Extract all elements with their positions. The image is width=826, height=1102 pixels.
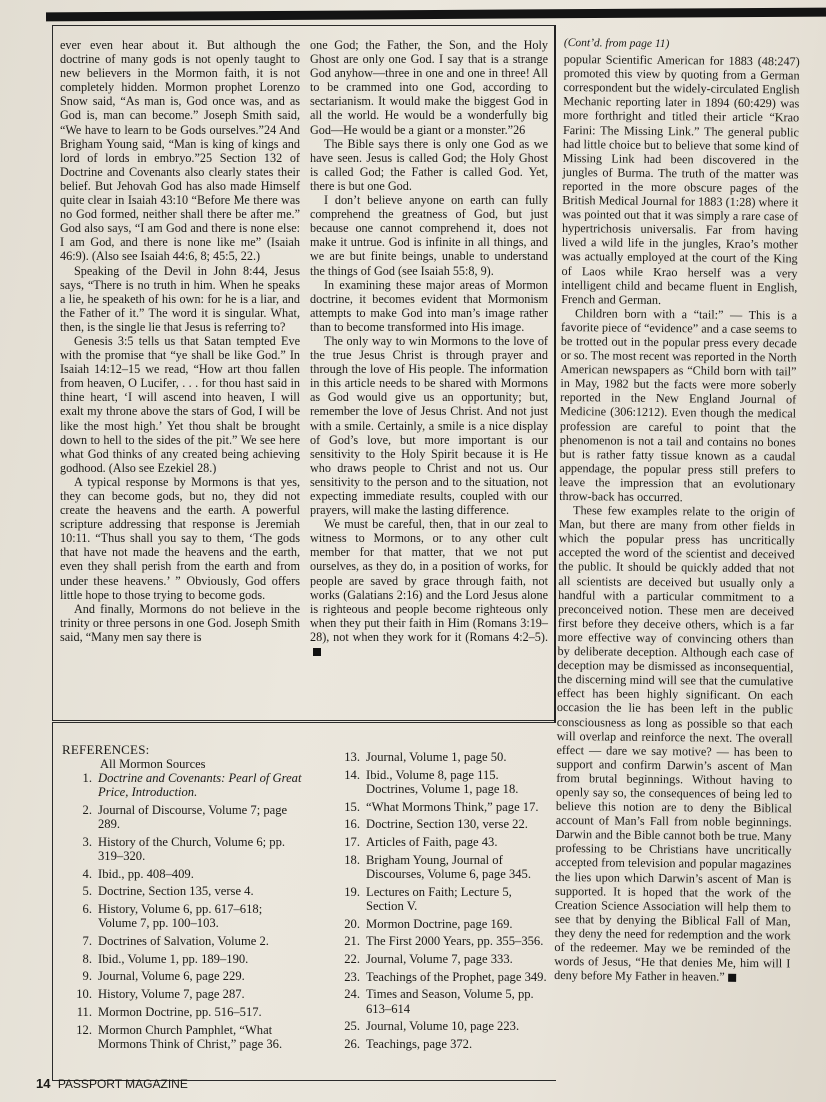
paragraph: The Bible says there is only one God as we have seen. Jesus is called God; the Holy Ghost is called God; the Father is called God. Yet, there is but one God. (310, 136, 548, 193)
reference-item: 20. Mormon Doctrine, page 169. (344, 916, 513, 931)
article-column-2 (310, 38, 548, 658)
reference-item: 16. Doctrine, Section 130, verse 22. (344, 817, 528, 832)
column-divider (554, 25, 556, 723)
continued-from-label: (Cont’d. from page 11) (563, 36, 670, 51)
reference-item: 18. Brigham Young, Journal of Discourses, Volume 6, page 345. (344, 852, 531, 881)
magazine-name: PASSPORT MAGAZINE (57, 1077, 188, 1091)
reference-item: 15. “What Mormons Think,” page 17. (344, 799, 539, 814)
page-number: 14 (36, 1076, 51, 1091)
paragraph: Speaking of the Devil in John 8:44, Jesus says, “There is no truth in him. When he speaks a lie, he speaketh of his own: for he is a liar, and the Father of it.” The word it is singular. What, then, is the single lie that Jesus is referring to? (60, 263, 300, 334)
reference-item: 5. Doctrine, Section 135, verse 4. (82, 884, 254, 899)
reference-item: 6. History, Volume 6, pp. 617–618; Volume 7, pp. 100–103. (82, 902, 263, 931)
references-title: REFERENCES: (62, 742, 150, 757)
paragraph: Genesis 3:5 tells us that Satan tempted Eve with the promise that “ye shall be like God.” In Isaiah 14:12–15 we read, “How art thou fallen from heaven, O Lucifer, . . . for thou hast said in thine heart, ‘I will ascend into heaven, I will exalt my throne above the stars of God, I will be like the most high.’ Yet thou shalt be brought down to hell to the sides of the pit.” We see here what God thinks of any created being achieving godhood. (Also see Ezekiel 28.) (60, 333, 300, 475)
paragraph: We must be careful, then, that in our zeal to witness to Mormons, or to any other cult member for that matter, that we not put ourselves, as they do, in a position of works, for people are saved by grace through faith, not works (Galatians 2:16) and the Lord Jesus alone is righteous and people become righteous only when they put their faith in Him (Romans 3:19–28), not when they work for it (Romans 4:2–5). (310, 517, 548, 658)
end-mark (728, 974, 736, 982)
reference-item: 24. Times and Season, Volume 5, pp. 613–614 (344, 987, 534, 1016)
reference-item: 9. Journal, Volume 6, page 229. (82, 969, 245, 984)
reference-item: 26. Teachings, page 372. (344, 1036, 473, 1051)
reference-item: 25. Journal, Volume 10, page 223. (344, 1019, 520, 1034)
reference-item: 4. Ibid., pp. 408–409. (82, 866, 194, 881)
reference-item: 19. Lectures on Faith; Lecture 5, Section V. (344, 884, 512, 913)
references-list-right (330, 750, 552, 1055)
reference-item: 3. History of the Church, Volume 6; pp. 319–320. (82, 834, 286, 864)
reference-item: 14. Ibid., Volume 8, page 115. Doctrines, Volume 1, page 18. (344, 767, 519, 796)
paragraph: In examining these major areas of Mormon doctrine, it becomes evident that Mormonism attempts to make God into man’s image rather than to become transformed into His image. (310, 277, 548, 334)
reference-item: 22. Journal, Volume 7, page 333. (344, 951, 513, 966)
paragraph: Children born with a “tail:” — This is a favorite piece of “evidence” and a case seems to be trotted out in the popular press every decade or so. The most recent was reported in the North American newspapers as “Child born with tail” in May, 1982 but the facts were more soberly reported in the New England Journal of Medicine (306:1212). Even though the medical profession are careful to point that the phenomenon is not a tail and contains no bones but is rather fatty tissue known as a caudal appendage, the popular press still prefers to leave the impression that an evolutionary throw-back has occurred. (559, 305, 798, 505)
reference-item: 10. History, Volume 7, page 287. (76, 987, 245, 1002)
end-mark (313, 648, 321, 656)
reference-item: 8. Ibid., Volume 1, pp. 189–190. (82, 951, 249, 966)
page-footer (36, 1076, 188, 1091)
paragraph: And finally, Mormons do not believe in the trinity or three persons in one God. Joseph Smith said, “Many men say there is (60, 601, 300, 644)
reference-item: 2. Journal of Discourse, Volume 7; page 289. (82, 802, 288, 832)
paragraph: ever even hear about it. But although the doctrine of many gods is not openly taught to new believers in the Mormon faith, it is not completely hidden. Mormon prophet Lorenzo Snow said, “As man is, God once was, and as God is, man can become.” Joseph Smith said, “We have to learn to be Gods ourselves.”24 And Brigham Young said, “Man is king of kings and lord of lords in embryo.”25 Section 132 of Doctrine and Covenants also clearly states their belief. But Jehovah God has also made Himself quite clear in Isaiah 43:10 “Before Me there was no God formed, neither shall there be after me.” God also says, “I am God and there is none else: I am God, and there is none like me” (Isaiah 46:9). (Also see Isaiah 44:6, 8; 45:5, 22.) (60, 38, 300, 264)
paragraph: popular Scientific American for 1883 (48:247) promoted this view by quoting from a German correspondent but the widely-circulated English Mechanic reporting later in 1894 (60:429) was more forthright and titled their article “Krao Farini: The Missing Link.” The general public had little choice but to believe that some kind of Missing Link had been discovered in the jungles of Burma. The truth of the matter was reported in the more obscure pages of the British Medical Journal for 1883 (1:28) where it was pointed out that it was simply a rare case of hypertrichosis universalis. Far from having lived a wild life in the jungles, Krao’s mother was actually employed at the court of the King of Laos while Krao herself was a very intelligent child and became fluent in English, French and German. (561, 52, 800, 307)
paragraph: I don’t believe anyone on earth can fully comprehend the greatness of God, but just because one cannot comprehend it, does not make it untrue. God is infinite in all things, and we are but finite beings, unable to understand the things of God (see Isaiah 55:8, 9). (310, 193, 548, 278)
reference-item: 7. Doctrines of Salvation, Volume 2. (82, 934, 269, 949)
references-list-left (62, 771, 302, 1054)
reference-item: 23. Teachings of the Prophet, page 349. (344, 969, 547, 984)
paragraph: A typical response by Mormons is that yes, they can become gods, but no, they did not create the heavens and the earth. A powerful scripture addressing that response is Jeremiah 10:11. “Thus shall you say to them, ‘The gods that have not made the heavens and the earth, even they shall perish from the earth and from under these heavens.’ ” Obviously, God offers little hope to those trying to become gods. (60, 474, 300, 602)
paragraph: one God; the Father, the Son, and the Holy Ghost are only one God. I say that is a strange God anyhow—three in one and one in three! All to be crammed into one God, according to sectarianism. It would make the biggest God in all the world. He would be a wonderfully big God—He would be a giant or a monster.”26 (310, 38, 548, 137)
paragraph: The only way to win Mormons to the love of the true Jesus Christ is through prayer and through the love of His people. The information in this article needs to be shared with Mormons as God would give us an opportunity; but, remember the love of Jesus Christ. And not just with a smile. Certainly, a smile is a nice display of God’s love, but more important is our sensitivity to the Holy Spirit because it is He who draws people to Christ and not us. Our sensitivity to the person and to the situation, not expecting immediate results, coupled with our prayers, will make the lasting difference. (310, 333, 548, 518)
reference-item: 17. Articles of Faith, page 43. (344, 835, 498, 850)
reference-item: 1. Doctrine and Covenants: Pearl of Great Price, Introduction. (82, 771, 302, 800)
reference-item: 12. Mormon Church Pamphlet, “What Mormons Think of Christ,” page 36. (76, 1022, 283, 1051)
article-column-1 (60, 38, 300, 644)
top-rule (46, 8, 826, 22)
article-column-3 (554, 36, 800, 985)
reference-item: 11. Mormon Doctrine, pp. 516–517. (76, 1004, 262, 1019)
paragraph: These few examples relate to the origin of Man, but there are many from other fields in which the popular press has uncritically accepted the word of the scientist and deceived the public. It should be quickly added that not all scientists are deceived but usually only a handful with a particular commitment to a preconceived notion. These men are deceived first before they deceive others, which is a far more effective way of convincing others than by deliberate deception. Although each case of deception may be dismissed as inconsequential, the discerning mind will see that the cumulative effect has been highly significant. On each occasion the lie has been left in the public consciousness as long as possible so that each will overlap and reinforce the next. The overall effect — dare we say motive? — has been to support and confirm Darwin’s ascent of Man from brutal beginnings. Without having to openly say so, the consequences of being led to believe this notion are to deny the Biblical account of Man’s Fall from noble beginnings. Darwin and the Bible cannot both be true. Many professing to be Christians have uncritically accepted from television and popular magazines the lies upon which Darwin’s ascent of Man is supported. It is hoped that the work of the Creation Science Association will help them to see that by denying the Biblical Fall of Man, they deny the need for redemption and the work of the redeemer. May we be reminded of the words of Jesus, “He that denies Me, him will I deny before My Father in heaven.” (554, 503, 796, 984)
references-subtitle: All Mormon Sources (100, 757, 206, 771)
reference-item: 21. The First 2000 Years, pp. 355–356. (344, 934, 544, 949)
reference-item: 13. Journal, Volume 1, page 50. (344, 750, 507, 764)
